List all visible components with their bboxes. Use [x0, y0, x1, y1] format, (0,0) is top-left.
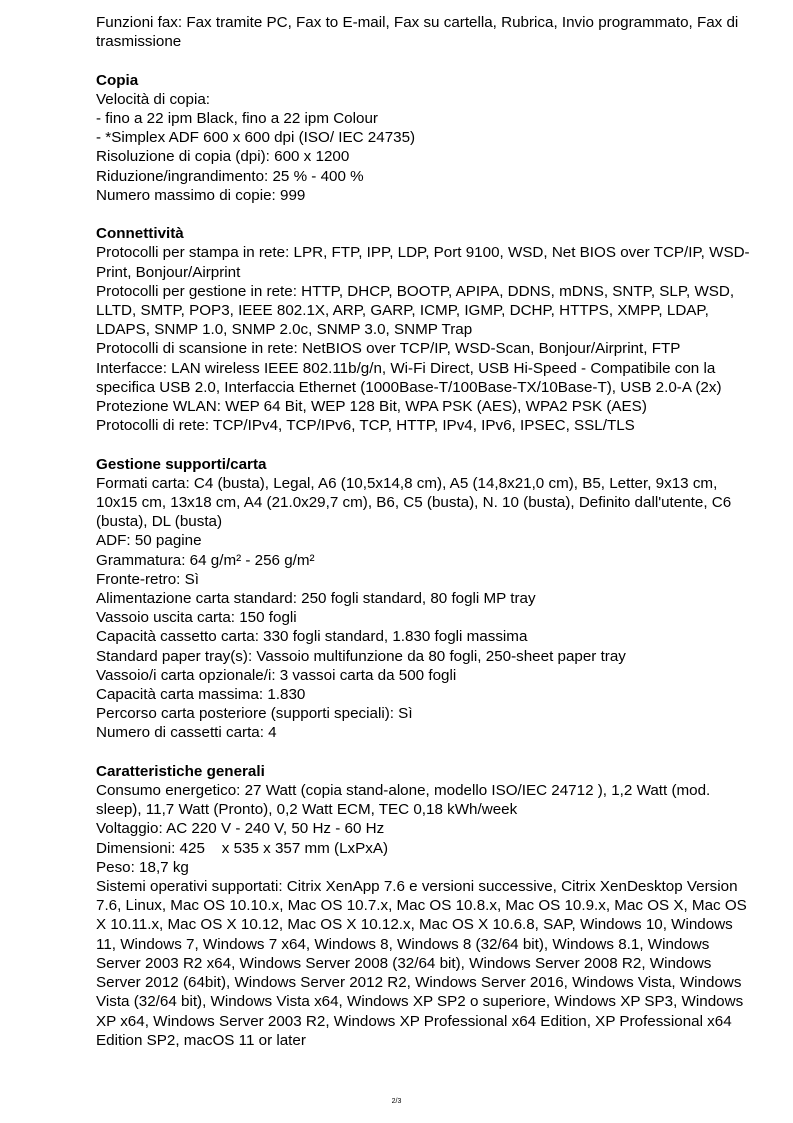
- section-heading-gestione: Gestione supporti/carta: [96, 455, 267, 473]
- spec-line: Vassoio/i carta opzionale/i: 3 vassoi carta da 500 fogli: [96, 666, 457, 684]
- spec-line: Grammatura: 64 g/m² - 256 g/m²: [96, 551, 315, 569]
- spec-line: Standard paper tray(s): Vassoio multifunzione da 80 fogli, 250-sheet paper tray: [96, 647, 626, 665]
- spec-line: Protezione WLAN: WEP 64 Bit, WEP 128 Bit, WPA PSK (AES), WPA2 PSK (AES): [96, 398, 647, 416]
- spec-line: Riduzione/ingrandimento: 25 % - 400 %: [96, 167, 364, 185]
- spec-line: Protocolli di rete: TCP/IPv4, TCP/IPv6, TCP, HTTP, IPv4, IPv6, IPSEC, SSL/TLS: [96, 417, 635, 435]
- spec-line: ADF: 50 pagine: [96, 532, 202, 550]
- section-caratteristiche-generali: [96, 762, 756, 1050]
- spec-line: Numero massimo di copie: 999: [96, 186, 306, 204]
- spec-line: Capacità carta massima: 1.830: [96, 686, 306, 704]
- spec-line: Alimentazione carta standard: 250 fogli standard, 80 fogli MP tray: [96, 590, 536, 608]
- section-connettivita: [96, 224, 756, 435]
- spec-line: Dimensioni: 425 x 535 x 357 mm (LxPxA): [96, 839, 389, 857]
- spec-line: Formati carta: C4 (busta), Legal, A6 (10,5x14,8 cm), A5 (14,8x21,0 cm), B5, Letter, 9x13 cm, 10x15 cm, 13x18 cm, A4 (21.0x29,7 cm), B6, C5 (busta), N. 10 (busta), Definito dall'utente, C6 (busta), DL (busta): [96, 474, 732, 531]
- spec-line: Interfacce: LAN wireless IEEE 802.11b/g/n, Wi-Fi Direct, USB Hi-Speed - Compatibile con la specifica USB 2.0, Interfaccia Ethernet (1000Base-T/100Base-TX/10Base-T), USB 2.0-A (2x): [96, 359, 722, 396]
- section-heading-copia: Copia: [96, 71, 139, 89]
- spec-line: Velocità di copia:: [96, 90, 210, 108]
- spec-line: Numero di cassetti carta: 4: [96, 724, 277, 742]
- spec-line: Vassoio uscita carta: 150 fogli: [96, 609, 297, 627]
- section-heading-connettivita: Connettività: [96, 225, 184, 243]
- spec-line: Fronte-retro: Sì: [96, 570, 199, 588]
- spec-line: Risoluzione di copia (dpi): 600 x 1200: [96, 148, 350, 166]
- spec-line: Protocolli di scansione in rete: NetBIOS over TCP/IP, WSD-Scan, Bonjour/Airprint, FTP: [96, 340, 681, 358]
- spec-line: - fino a 22 ipm Black, fino a 22 ipm Colour: [96, 110, 378, 127]
- spec-line: Capacità cassetto carta: 330 fogli standard, 1.830 fogli massima: [96, 628, 528, 646]
- spec-line: Protocolli per stampa in rete: LPR, FTP, IPP, LDP, Port 9100, WSD, Net BIOS over TCP/IP, WSD-Print, Bonjour/Airprint: [96, 244, 750, 281]
- spec-line: Sistemi operativi supportati: Citrix XenApp 7.6 e versioni successive, Citrix XenDesktop Version 7.6, Linux, Mac OS 10.10.x, Mac OS 10.7.x, Mac OS 10.8.x, Mac OS 10.9.x, Mac OS X, Mac OS X 10.11.x, Mac OS X 10.12, Mac OS X 10.12.x, Mac OS X 10.6.8, SAP, Windows 10, Windows 11, Windows 7, Windows 7 x64, Windows 8, Windows 8 (32/64 bit), Windows 8.1, Windows Server 2003 R2 x64, Windows Server 2008 (32/64 bit), Windows Server 2008 R2, Windows Server 2012 (64bit), Windows Server 2012 R2, Windows Server 2016, Windows Vista, Windows Vista (32/64 bit), Windows Vista x64, Windows XP SP2 o superiore, Windows XP SP3, Windows XP x64, Windows Server 2003 R2, Windows XP Professional x64 Edition, XP Professional x64 Edition SP2, macOS 11 or later: [96, 878, 747, 1049]
- section-heading-generali: Caratteristiche generali: [96, 762, 265, 780]
- spec-line: Peso: 18,7 kg: [96, 858, 189, 876]
- page-number: 2/3: [391, 1098, 402, 1105]
- fax-functions-line: Funzioni fax: Fax tramite PC, Fax to E-mail, Fax su cartella, Rubrica, Invio programmato, Fax di trasmissione: [96, 14, 739, 51]
- section-gestione-supporti: [96, 455, 756, 743]
- section-copia: [96, 71, 756, 205]
- spec-line: Consumo energetico: 27 Watt (copia stand-alone, modello ISO/IEC 24712 ), 1,2 Watt (mod. sleep), 11,7 Watt (Pronto), 0,2 Watt ECM, TEC 0,18 kWh/week: [96, 782, 711, 819]
- spec-line: - *Simplex ADF 600 x 600 dpi (ISO/ IEC 24735): [96, 129, 416, 147]
- spec-line: Percorso carta posteriore (supporti speciali): Sì: [96, 705, 413, 723]
- spec-line: Protocolli per gestione in rete: HTTP, DHCP, BOOTP, APIPA, DDNS, mDNS, SNTP, SLP, WSD, LLTD, SMTP, POP3, IEEE 802.1X, ARP, GARP, ICMP, IGMP, DCHP, HTTPS, XMPP, LDAP, LDAPS, SNMP 1.0, SNMP 2.0c, SNMP 3.0, SNMP Trap: [96, 282, 735, 339]
- spec-line: Voltaggio: AC 220 V - 240 V, 50 Hz - 60 Hz: [96, 820, 385, 838]
- spec-document: [96, 13, 756, 1050]
